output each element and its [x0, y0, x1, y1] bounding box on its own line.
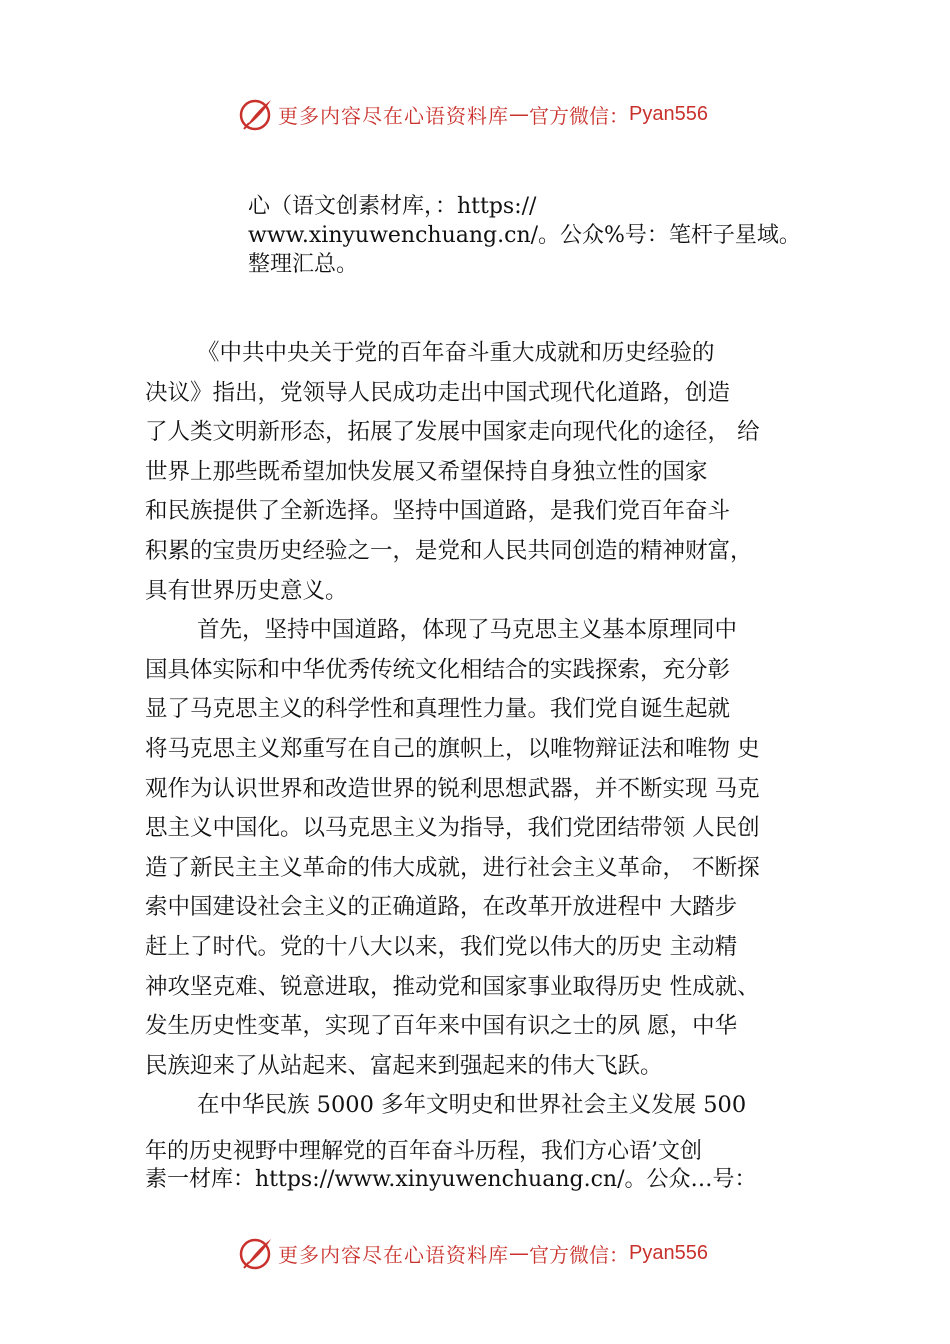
body-line: 思主义中国化。以马克思主义为指导，我们党团结带领 人民创 — [145, 815, 760, 842]
banner-dash: — — [509, 1241, 529, 1265]
body-line: 发生历史性变革，实现了百年来中国有识之士的夙 愿，中华 — [145, 1013, 738, 1040]
body-line: 赶上了时代。党的十八大以来，我们党以伟大的历史 主动精 — [145, 933, 738, 960]
banner-wechat-id: Pyan556 — [629, 1241, 708, 1264]
body-tail-line: 素一材库：https://www.xinyuwenchuang.cn/。公众…号： — [145, 1167, 757, 1192]
header-note-line: www.xinyuwenchuang.cn/。公众%号：笔杆子星域。 — [248, 223, 801, 248]
body-line: 将马克思主义郑重写在自己的旗帜上，以唯物辩证法和唯物 史 — [145, 735, 760, 762]
banner-wechat-id: Pyan556 — [629, 102, 708, 125]
banner-main-text: 更多内容尽在心语资料库 — [278, 1242, 509, 1267]
body-line: 决议》指出，党领导人民成功走出中国式现代化道路，创造 — [145, 379, 731, 406]
document-body — [145, 334, 845, 1126]
body-line: 显了马克思主义的科学性和真理性力量。我们党自诞生起就 — [145, 696, 731, 723]
body-line: 世界上那些既希望加快发展又希望保持自身独立性的国家 — [145, 458, 708, 485]
body-line: 了人类文明新形态，拓展了发展中国家走向现代化的途径， 给 — [145, 419, 760, 446]
banner-dash: — — [509, 102, 529, 126]
document-body-tail — [145, 1138, 845, 1194]
header-note-line: 整理汇总。 — [248, 252, 359, 277]
header-note-line: 心（语文创素材库，：https:// — [248, 194, 537, 219]
body-line: 观作为认识世界和改造世界的锐利思想武器，并不断实现 马克 — [145, 775, 760, 802]
body-line: 民族迎来了从站起来、富起来到强起来的伟大飞跃。 — [145, 1052, 663, 1079]
header-banner — [238, 94, 758, 134]
body-line: 具有世界历史意义。 — [145, 577, 348, 604]
quill-logo-icon — [238, 1235, 274, 1271]
body-line: 和民族提供了全新选择。坚持中国道路，是我们党百年奋斗 — [145, 498, 731, 525]
body-line: 积累的宝贵历史经验之一，是党和人民共同创造的精神财富， — [145, 537, 753, 564]
body-line: 索中国建设社会主义的正确道路，在改革开放进程中 大踏步 — [145, 894, 738, 921]
body-line: 《中共中央关于党的百年奋斗重大成就和历史经验的 — [197, 340, 715, 366]
body-line: 首先，坚持中国道路，体现了马克思主义基本原理同中 — [197, 617, 738, 644]
header-note — [248, 192, 848, 279]
banner-main-text: 更多内容尽在心语资料库 — [278, 103, 509, 128]
banner-sub-text: 官方微信： — [529, 103, 629, 128]
body-line: 神攻坚克难、锐意进取，推动党和国家事业取得历史 性成就、 — [145, 973, 760, 1000]
body-tail-line: 年的历史视野中理解党的百年奋斗历程，我们方心语’文创 — [145, 1139, 702, 1164]
body-line: 在中华民族 5000 多年文明史和世界社会主义发展 500 — [197, 1092, 747, 1119]
footer-banner — [238, 1233, 758, 1273]
banner-sub-text: 官方微信： — [529, 1242, 629, 1267]
body-line: 造了新民主主义革命的伟大成就，进行社会主义革命， 不断探 — [145, 854, 760, 881]
quill-logo-icon — [238, 96, 274, 132]
body-line: 国具体实际和中华优秀传统文化相结合的实践探索，充分彰 — [145, 656, 731, 683]
